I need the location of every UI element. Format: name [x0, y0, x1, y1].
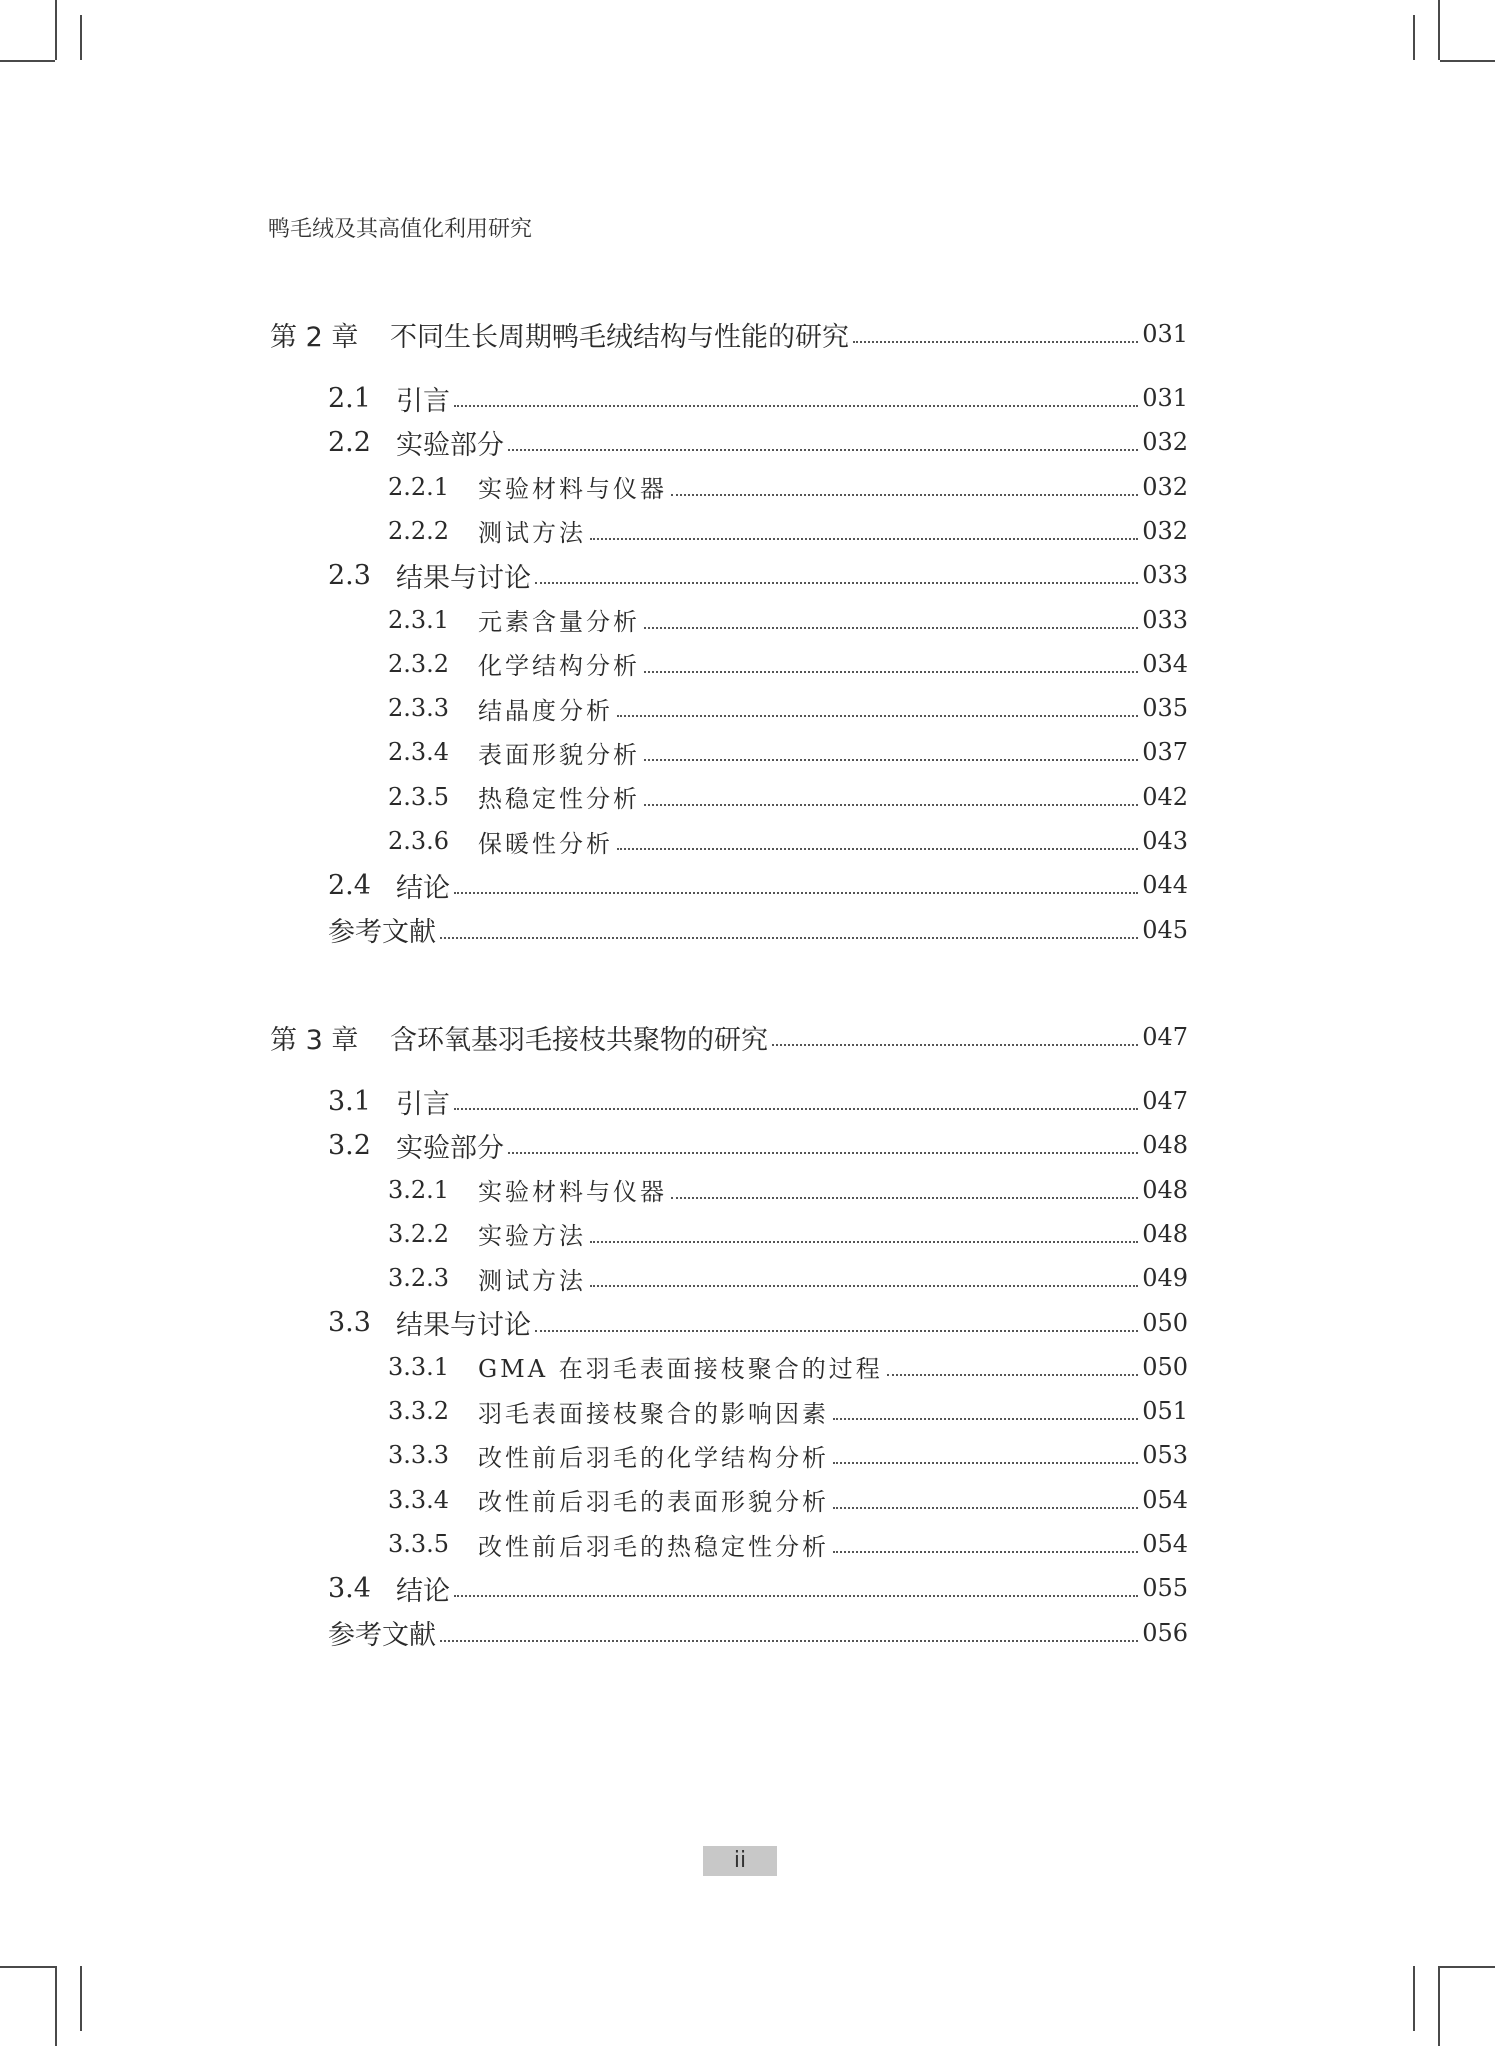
- page-number: 042: [1142, 782, 1188, 811]
- section-title: 引言: [396, 1088, 450, 1120]
- section-title: 元素含量分析: [478, 608, 640, 636]
- dot-leader: [454, 1595, 1138, 1597]
- section-title: 实验部分: [396, 1132, 504, 1164]
- page-number: 034: [1142, 649, 1188, 678]
- section-title: 结晶度分析: [478, 696, 613, 725]
- crop-mark: [80, 1966, 82, 2031]
- page-number: 051: [1142, 1397, 1188, 1426]
- page-number: 050: [1142, 1308, 1188, 1337]
- crop-mark: [1440, 1966, 1495, 1968]
- section-title: 实验方法: [478, 1222, 586, 1251]
- toc-subsection: [0, 1480, 1188, 1520]
- toc-subsection: [0, 511, 1188, 551]
- toc-section: [0, 1081, 1188, 1121]
- section-title: 实验部分: [396, 429, 504, 461]
- dot-leader: [644, 759, 1138, 761]
- page-number: 055: [1142, 1574, 1188, 1603]
- dot-leader: [644, 671, 1138, 673]
- toc-section: [0, 1613, 1188, 1653]
- crop-mark: [0, 1966, 55, 1968]
- crop-mark: [0, 60, 55, 62]
- toc-subsection: [0, 1391, 1188, 1431]
- page-number: 056: [1142, 1618, 1188, 1647]
- chapter-title: 含环氧基羽毛接枝共聚物的研究: [390, 1024, 768, 1056]
- toc-subsection: [0, 1170, 1188, 1210]
- dot-leader: [887, 1374, 1138, 1376]
- section-title: 结论: [396, 872, 450, 904]
- section-number: 2.3.6: [388, 827, 450, 855]
- dot-leader: [833, 1462, 1138, 1464]
- page-number: 050: [1142, 1352, 1188, 1381]
- toc-section: [0, 555, 1188, 595]
- toc-section: [0, 1568, 1188, 1608]
- section-number: 2.2.2: [388, 516, 450, 545]
- section-title: 实验材料与仪器: [478, 475, 667, 504]
- page-number: 045: [1142, 915, 1188, 944]
- page-number: 032: [1142, 472, 1188, 501]
- dot-leader: [590, 1285, 1138, 1287]
- toc-subsection: [0, 777, 1188, 817]
- section-number: 3.3.4: [388, 1485, 450, 1514]
- section-number: 3.1: [328, 1085, 371, 1117]
- dot-leader: [644, 804, 1138, 806]
- toc-subsection: [0, 644, 1188, 684]
- section-number: 2.4: [328, 869, 371, 901]
- crop-mark: [1413, 15, 1415, 60]
- toc-section: [0, 1303, 1188, 1343]
- page-number: 035: [1142, 694, 1188, 723]
- toc-subsection: [0, 732, 1188, 772]
- section-number: 2.3.1: [388, 605, 450, 634]
- page-folio: ii: [703, 1846, 777, 1876]
- crop-mark: [1440, 60, 1495, 62]
- chapter-heading: [0, 314, 1188, 354]
- page-number: 047: [1142, 1023, 1188, 1051]
- section-number: 3.3.1: [388, 1352, 450, 1381]
- page-number: 032: [1142, 428, 1188, 457]
- section-title: GMA 在羽毛表面接枝聚合的过程: [478, 1355, 883, 1384]
- section-number: 2.3.3: [388, 694, 450, 723]
- toc-subsection: [0, 821, 1188, 861]
- section-number: 3.3.3: [388, 1441, 450, 1470]
- section-title: 测试方法: [478, 519, 586, 548]
- dot-leader: [590, 1241, 1138, 1243]
- section-number: 3.2.1: [388, 1175, 450, 1204]
- crop-mark: [1438, 1966, 1440, 2046]
- section-number: 3.2.3: [388, 1264, 450, 1293]
- dot-leader: [535, 1330, 1138, 1332]
- toc-subsection: [0, 1524, 1188, 1564]
- page-number: 043: [1142, 827, 1188, 855]
- section-title: 保暖性分析: [478, 829, 613, 858]
- page-number: 033: [1142, 605, 1188, 634]
- crop-mark: [1438, 0, 1440, 60]
- page-number: 054: [1142, 1530, 1188, 1558]
- page-number: 032: [1142, 516, 1188, 545]
- section-number: 2.2.1: [388, 472, 450, 501]
- section-number: 3.2.2: [388, 1219, 450, 1248]
- dot-leader: [617, 715, 1138, 717]
- section-number: 3.3: [328, 1307, 371, 1338]
- section-number: 2.3.2: [388, 649, 450, 678]
- section-title: 改性前后羽毛的化学结构分析: [478, 1443, 829, 1472]
- page-number: 047: [1142, 1087, 1188, 1115]
- crop-mark: [1413, 1966, 1415, 2031]
- page-number: 048: [1142, 1175, 1188, 1204]
- section-title: 化学结构分析: [478, 652, 640, 681]
- page-number: 037: [1142, 738, 1188, 767]
- chapter-label: 第 3 章: [270, 1024, 359, 1056]
- dot-leader: [671, 494, 1138, 496]
- toc-subsection: [0, 688, 1188, 728]
- section-title: 结论: [396, 1575, 450, 1607]
- page-number: 048: [1142, 1131, 1188, 1160]
- dot-leader: [617, 848, 1138, 850]
- toc-section: [0, 910, 1188, 950]
- crop-mark: [55, 1966, 57, 2046]
- page-number: 049: [1142, 1264, 1188, 1293]
- page-number: 053: [1142, 1441, 1188, 1470]
- toc-section: [0, 1125, 1188, 1165]
- toc-subsection: [0, 1258, 1188, 1298]
- page-number: 048: [1142, 1219, 1188, 1248]
- section-title: 参考文献: [328, 917, 436, 949]
- toc-section: [0, 378, 1188, 418]
- section-title: 表面形貌分析: [478, 740, 640, 769]
- crop-mark: [55, 0, 57, 60]
- toc-subsection: [0, 600, 1188, 640]
- dot-leader: [644, 627, 1138, 629]
- page-number: 031: [1142, 384, 1188, 412]
- dot-leader: [440, 1640, 1138, 1642]
- running-head: 鸭毛绒及其高值化利用研究: [268, 217, 533, 242]
- section-number: 2.3.4: [388, 738, 450, 767]
- section-title: 参考文献: [328, 1620, 436, 1652]
- dot-leader: [454, 405, 1138, 407]
- section-title: 结果与讨论: [396, 1310, 531, 1341]
- dot-leader: [833, 1507, 1138, 1509]
- dot-leader: [671, 1197, 1138, 1199]
- crop-mark: [80, 15, 82, 60]
- toc-subsection: [0, 1435, 1188, 1475]
- page-number: 054: [1142, 1485, 1188, 1514]
- section-number: 2.3: [328, 559, 371, 591]
- dot-leader: [440, 937, 1138, 939]
- dot-leader: [590, 538, 1138, 540]
- chapter-heading: [0, 1017, 1188, 1057]
- toc-subsection: [0, 1214, 1188, 1254]
- dot-leader: [535, 582, 1138, 584]
- section-number: 3.4: [328, 1572, 371, 1604]
- dot-leader: [454, 892, 1138, 894]
- dot-leader: [772, 1044, 1138, 1046]
- chapter-title: 不同生长周期鸭毛绒结构与性能的研究: [390, 321, 849, 353]
- section-title: 热稳定性分析: [478, 785, 640, 814]
- dot-leader: [508, 1152, 1138, 1154]
- section-number: 3.3.5: [388, 1530, 450, 1558]
- page-number: 031: [1142, 320, 1188, 348]
- section-number: 2.2: [328, 426, 371, 458]
- section-title: 引言: [396, 385, 450, 417]
- toc-section: [0, 865, 1188, 905]
- section-number: 2.1: [328, 382, 371, 414]
- dot-leader: [833, 1418, 1138, 1420]
- toc-section: [0, 422, 1188, 462]
- chapter-label: 第 2 章: [270, 321, 359, 353]
- section-number: 3.3.2: [388, 1397, 450, 1426]
- toc-subsection: [0, 1347, 1188, 1387]
- section-title: 实验材料与仪器: [478, 1178, 667, 1207]
- section-title: 改性前后羽毛的热稳定性分析: [478, 1532, 829, 1561]
- section-title: 改性前后羽毛的表面形貌分析: [478, 1488, 829, 1517]
- dot-leader: [833, 1551, 1138, 1553]
- section-title: 羽毛表面接枝聚合的影响因素: [478, 1399, 829, 1428]
- dot-leader: [454, 1108, 1138, 1110]
- section-title: 测试方法: [478, 1266, 586, 1295]
- page-number: 044: [1142, 871, 1188, 900]
- page-number: 033: [1142, 561, 1188, 590]
- section-title: 结果与讨论: [396, 562, 531, 594]
- dot-leader: [508, 449, 1138, 451]
- dot-leader: [853, 341, 1138, 343]
- section-number: 2.3.5: [388, 782, 450, 811]
- section-number: 3.2: [328, 1129, 371, 1161]
- toc-subsection: [0, 467, 1188, 507]
